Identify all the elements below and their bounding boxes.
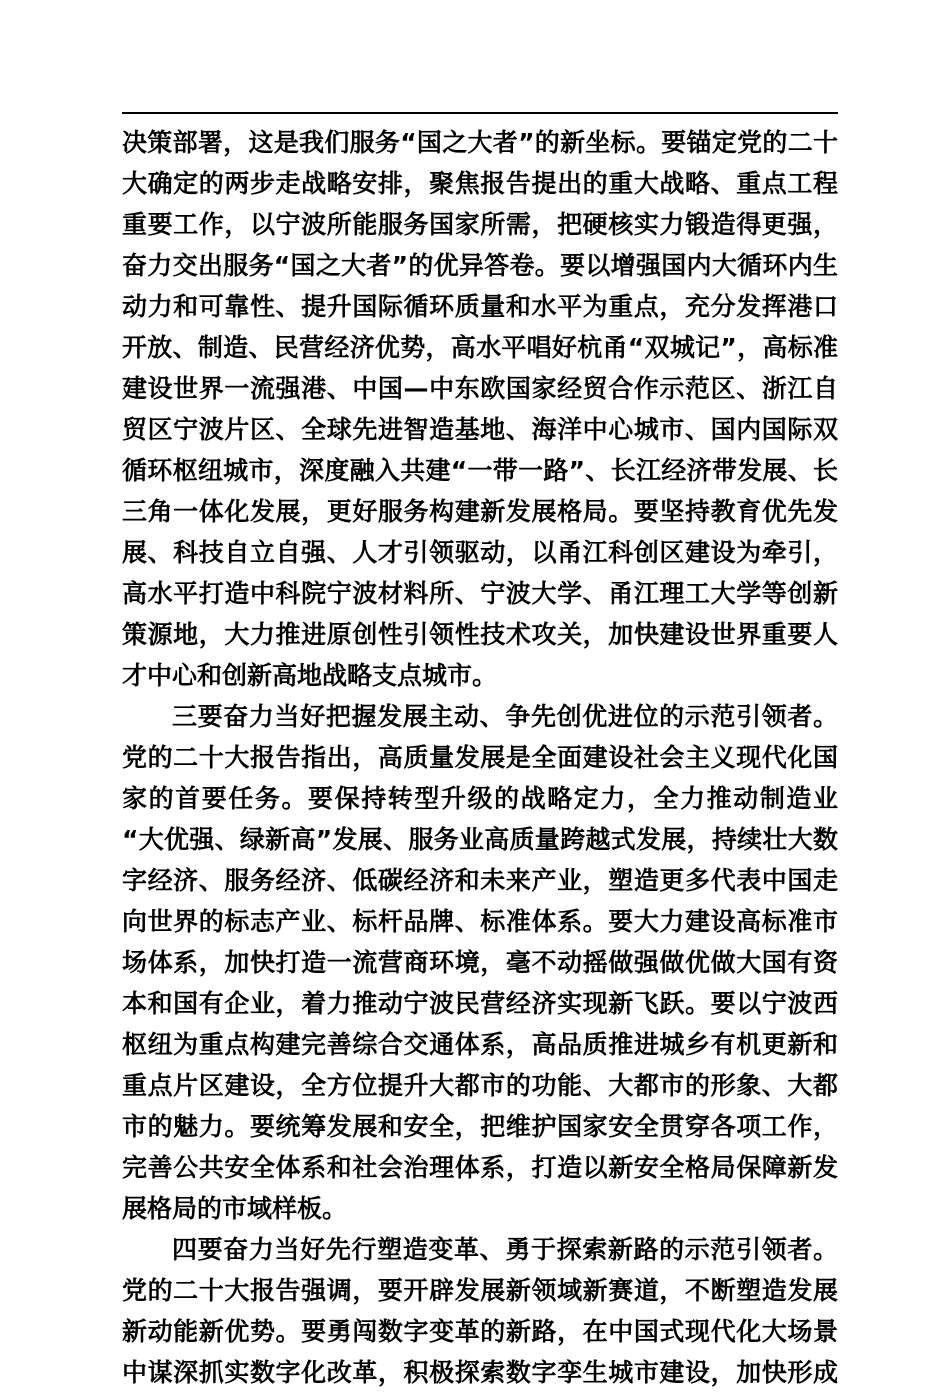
text-line: 新动能新优势。要勇闯数字变革的新路，在中国式现代化大场景 <box>122 1317 838 1346</box>
text-line: 策源地，大力推进原创性引领性技术攻关，加快建设世界重要人 <box>122 620 838 649</box>
text-line: 党的二十大报告指出，高质量发展是全面建设社会主义现代化国 <box>122 743 838 772</box>
text-line: 动力和可靠性、提升国际循环质量和水平为重点，充分发挥港口 <box>122 292 838 321</box>
text-line: 向世界的标志产业、标杆品牌、标准体系。要大力建设高标准市 <box>122 907 838 936</box>
text-line: 中谋深抓实数字化改革，积极探索数字孪生城市建设，加快形成 <box>122 1358 838 1387</box>
header-divider <box>122 112 838 114</box>
paragraph-continuation <box>122 122 838 696</box>
paragraph-three <box>122 696 838 1229</box>
paragraph-lead-line: 三要奋力当好把握发展主动、争先创优进位的示范引领者。 <box>172 702 838 731</box>
text-line: 场体系，加快打造一流营商环境，毫不动摇做强做优做大国有资 <box>122 948 838 977</box>
text-line: 循环枢纽城市，深度融入共建“一带一路”、长江经济带发展、长 <box>122 456 838 485</box>
text-line: 展格局的市域样板。 <box>122 1194 348 1223</box>
text-line: 建设世界一流强港、中国—中东欧国家经贸合作示范区、浙江自 <box>122 374 838 403</box>
text-line: “大优强、绿新高”发展、服务业高质量跨越式发展，持续壮大数 <box>122 825 838 854</box>
text-line: 开放、制造、民营经济优势，高水平唱好杭甬“双城记”，高标准 <box>122 333 838 362</box>
text-line: 字经济、服务经济、低碳经济和未来产业，塑造更多代表中国走 <box>122 866 838 895</box>
text-line: 高水平打造中科院宁波材料所、宁波大学、甬江理工大学等创新 <box>122 579 838 608</box>
text-line: 家的首要任务。要保持转型升级的战略定力，全力推动制造业 <box>122 784 838 813</box>
text-line: 展、科技自立自强、人才引领驱动，以甬江科创区建设为牵引， <box>122 538 838 567</box>
text-line: 奋力交出服务“国之大者”的优异答卷。要以增强国内大循环内生 <box>122 251 838 280</box>
text-line: 重点片区建设，全方位提升大都市的功能、大都市的形象、大都 <box>122 1071 838 1100</box>
text-line: 三角一体化发展，更好服务构建新发展格局。要坚持教育优先发 <box>122 497 838 526</box>
text-line: 贸区宁波片区、全球先进智造基地、海洋中心城市、国内国际双 <box>122 415 838 444</box>
text-line: 大确定的两步走战略安排，聚焦报告提出的重大战略、重点工程 <box>122 169 838 198</box>
text-line: 市的魅力。要统筹发展和安全，把维护国家安全贯穿各项工作， <box>122 1112 838 1141</box>
text-line: 决策部署，这是我们服务“国之大者”的新坐标。要锚定党的二十 <box>122 128 838 157</box>
text-line: 党的二十大报告强调，要开辟发展新领域新赛道，不断塑造发展 <box>122 1276 838 1305</box>
body-text <box>122 122 838 1393</box>
text-line: 重要工作，以宁波所能服务国家所需，把硬核实力锻造得更强， <box>122 210 838 239</box>
text-line: 本和国有企业，着力推动宁波民营经济实现新飞跃。要以宁波西 <box>122 989 838 1018</box>
paragraph-lead-line: 四要奋力当好先行塑造变革、勇于探索新路的示范引领者。 <box>172 1235 838 1264</box>
text-line: 才中心和创新高地战略支点城市。 <box>122 661 498 690</box>
text-line: 枢纽为重点构建完善综合交通体系，高品质推进城乡有机更新和 <box>122 1030 838 1059</box>
paragraph-four <box>122 1229 838 1393</box>
text-line: 完善公共安全体系和社会治理体系，打造以新安全格局保障新发 <box>122 1153 838 1182</box>
